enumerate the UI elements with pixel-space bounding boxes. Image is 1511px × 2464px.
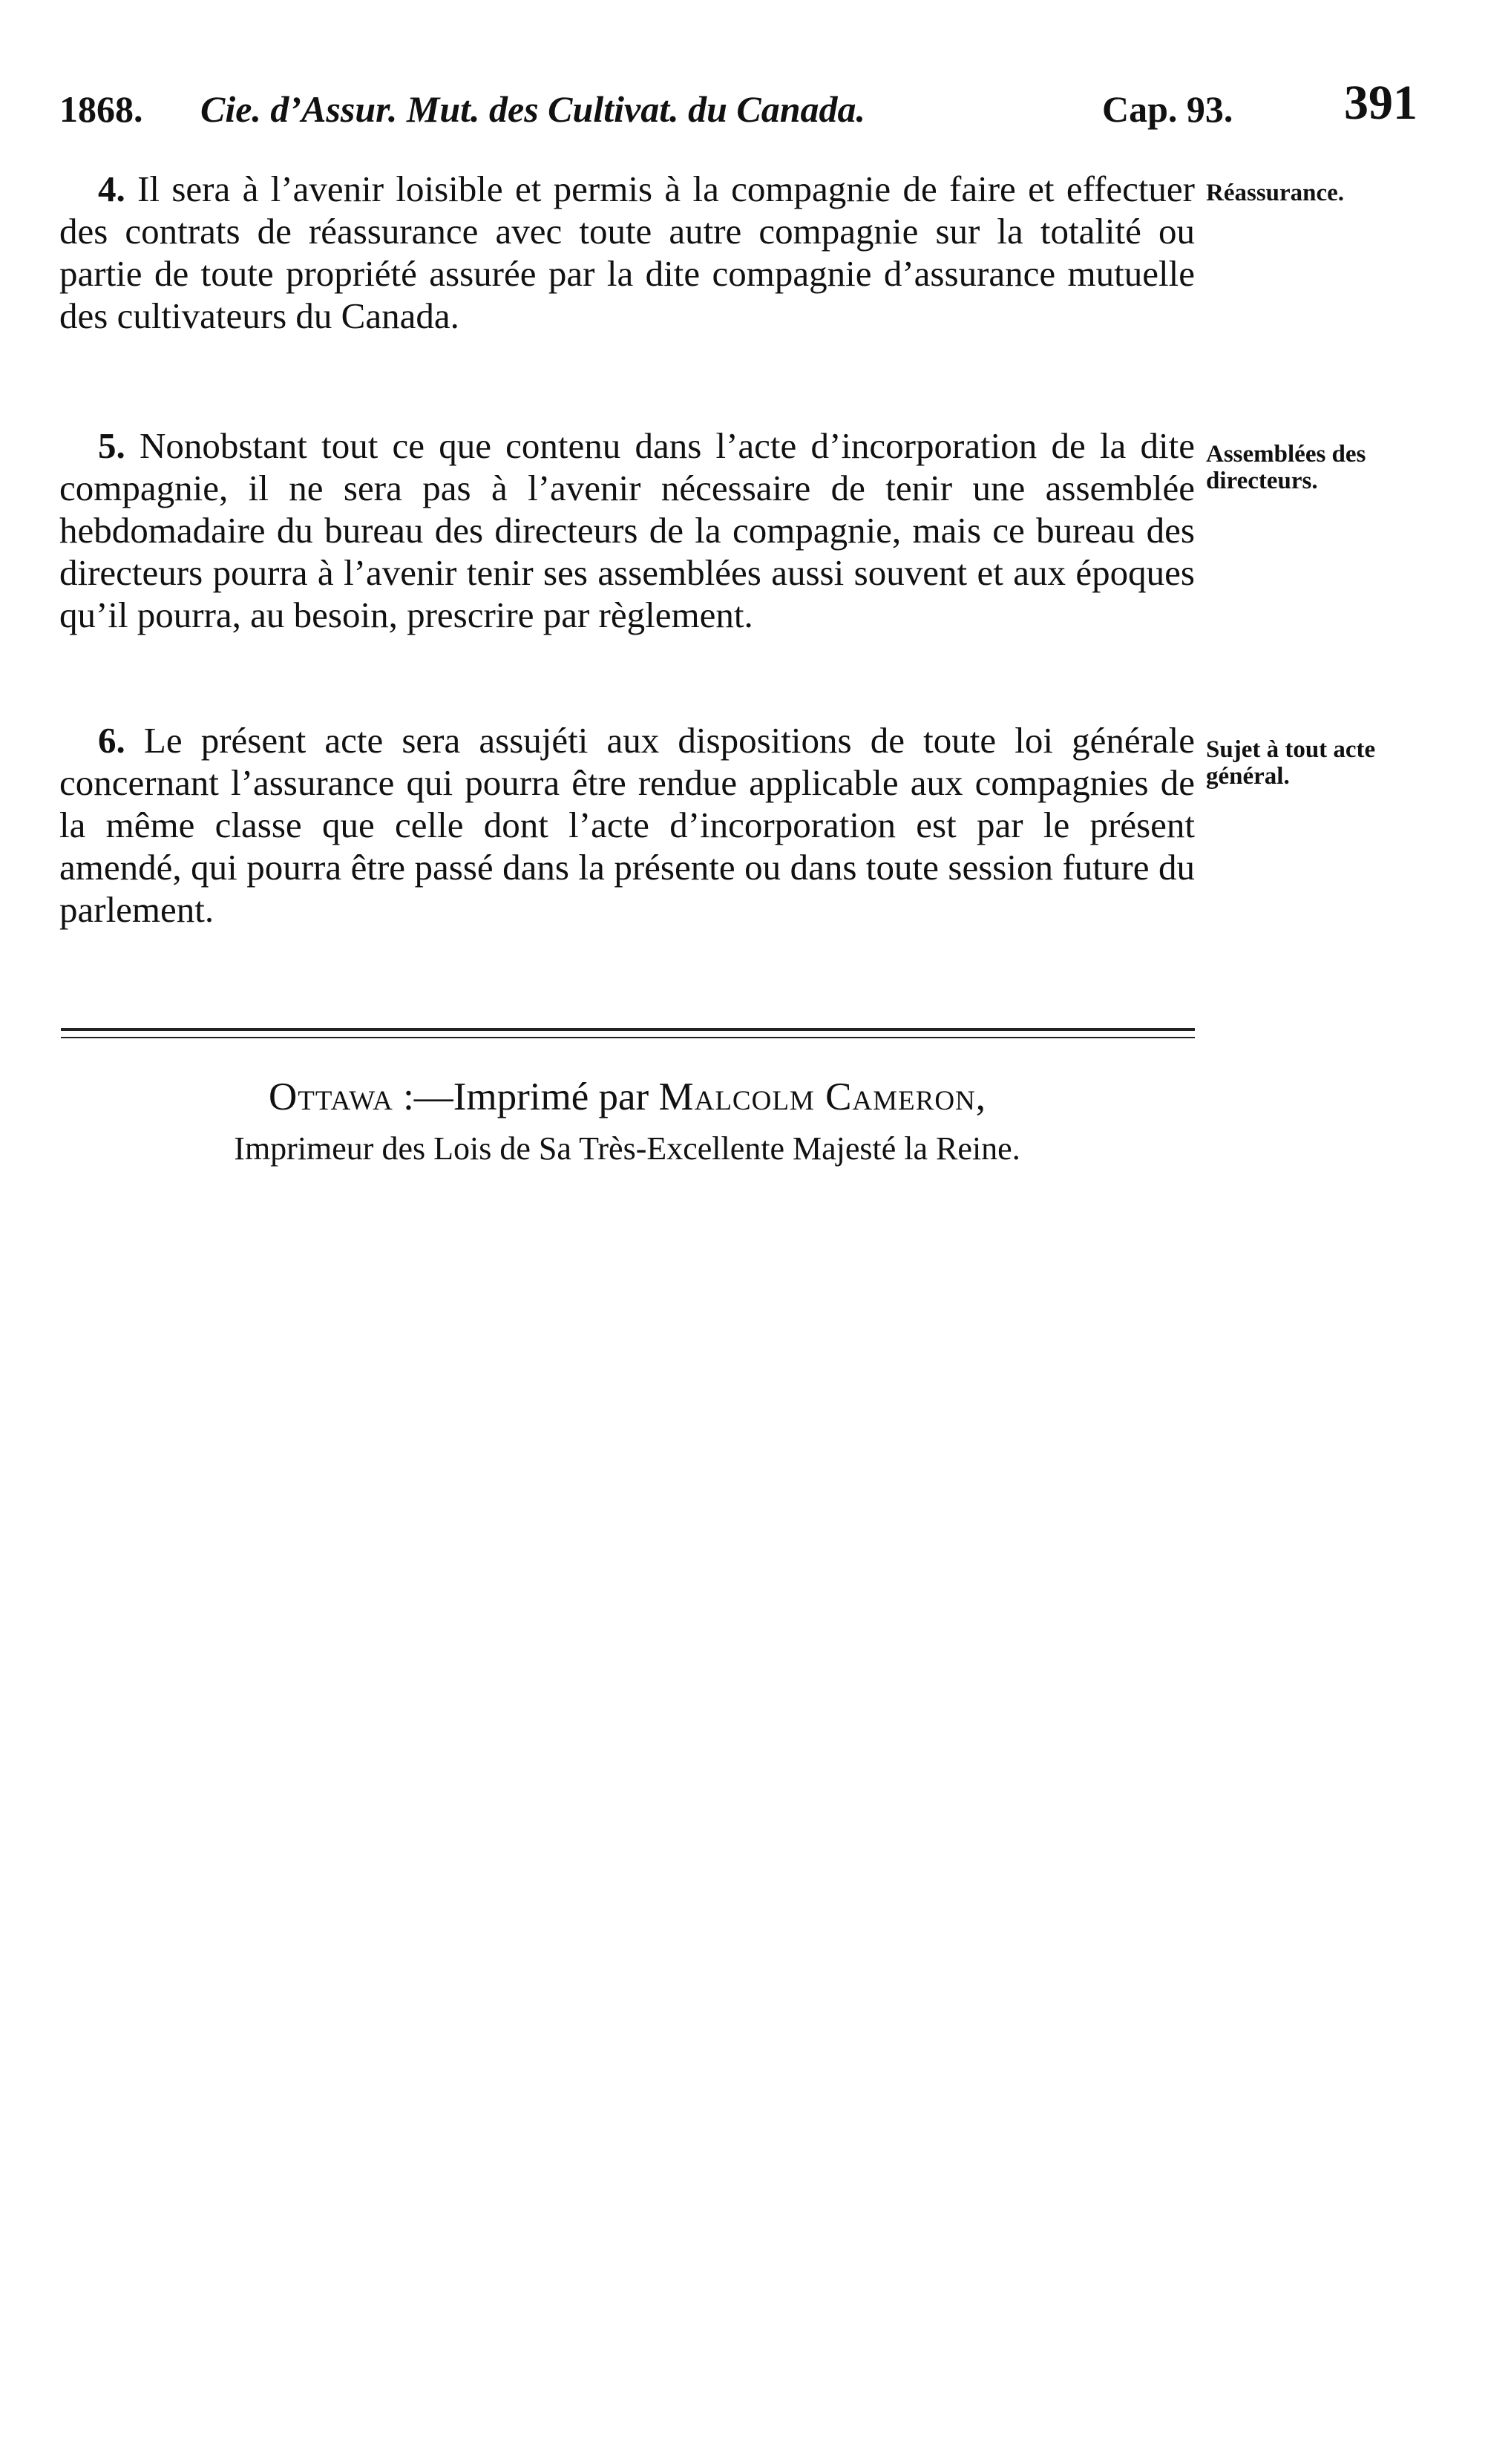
section-4-number: 4.	[98, 168, 125, 209]
running-header	[59, 76, 1417, 135]
double-rule-divider	[61, 1028, 1195, 1038]
section-5-paragraph	[59, 425, 1195, 636]
section-6-text: Le présent acte sera assujéti aux dispositions de toute loi générale concernant l’assurance qui pourra être rendue applicable aux compagnies de la même classe que celle dont l’acte d’incorporation est par le présent amendé, qui pourra être passé dans la présente ou dans toute session future du parlement.	[59, 720, 1196, 930]
imprint-printed-by: :—Imprimé par	[393, 1075, 659, 1118]
imprint-printer: Malcolm Cameron	[658, 1075, 976, 1118]
page-number: 391	[1344, 76, 1417, 130]
section-4-text: Il sera à l’avenir loisible et permis à la compagnie de faire et effectuer des contrats de réassurance avec toute autre compagnie sur la totalité ou partie de toute propriété assurée par la dite compagnie d’assurance mutuelle des cultivateurs du Canada.	[59, 168, 1195, 336]
section-4	[59, 168, 1195, 337]
imprint-place: Ottawa	[268, 1075, 393, 1118]
section-6-paragraph	[59, 719, 1195, 931]
section-6-number: 6.	[98, 720, 125, 761]
imprint-line-2: Imprimeur des Lois de Sa Très-Excellente Majesté la Reine.	[234, 1130, 1020, 1167]
marginal-note-assemblees: Assemblées des directeurs.	[1206, 441, 1366, 494]
section-4-paragraph	[59, 168, 1195, 337]
header-year: 1868.	[59, 88, 143, 130]
marginal-note-sujet: Sujet à tout acte général.	[1206, 736, 1376, 790]
header-short-title: Cie. d’Assur. Mut. des Cultivat. du Canada.	[200, 88, 866, 130]
section-6	[59, 719, 1195, 931]
section-5-text: Nonobstant tout ce que contenu dans l’acte d’incorporation de la dite compagnie, il ne sera pas à l’avenir nécessaire de tenir une assemblée hebdomadaire du bureau des directeurs de la compagnie, mais ce bureau des directeurs pourra à l’avenir tenir ses assemblées aussi souvent et aux époques qu’il pourra, au besoin, prescrire par règlement.	[59, 425, 1195, 635]
imprint-comma: ,	[975, 1075, 986, 1118]
marginal-note-reassurance: Réassurance.	[1206, 180, 1345, 206]
section-5-number: 5.	[98, 425, 125, 466]
section-5	[59, 425, 1195, 636]
header-chapter: Cap. 93.	[1102, 88, 1233, 130]
imprint-line-1	[59, 1075, 1195, 1119]
